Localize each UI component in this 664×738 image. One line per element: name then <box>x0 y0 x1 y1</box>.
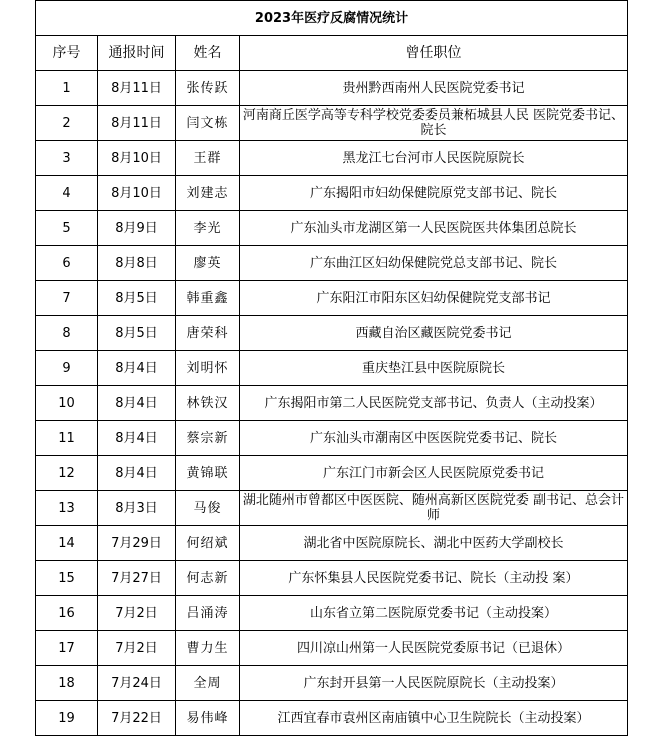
row-number: 18 <box>36 666 98 701</box>
row-name: 刘明怀 <box>176 351 240 386</box>
table-row <box>36 666 628 701</box>
row-number: 2 <box>36 106 98 141</box>
row-name: 易伟峰 <box>176 701 240 736</box>
row-date: 8月10日 <box>98 176 176 211</box>
row-name: 王群 <box>176 141 240 176</box>
row-date: 8月11日 <box>98 71 176 106</box>
table-row <box>36 596 628 631</box>
row-position: 湖北随州市曾都区中医医院、随州高新区医院党委 副书记、总会计师 <box>240 491 628 526</box>
table-title: 2023年医疗反腐情况统计 <box>36 1 628 36</box>
row-date: 8月5日 <box>98 316 176 351</box>
row-position: 山东省立第二医院原党委书记（主动投案） <box>240 596 628 631</box>
row-number: 7 <box>36 281 98 316</box>
row-name: 何志新 <box>176 561 240 596</box>
header-position: 曾任职位 <box>240 36 628 71</box>
row-position: 四川凉山州第一人民医院党委原书记（已退休） <box>240 631 628 666</box>
row-name: 闫文栋 <box>176 106 240 141</box>
row-number: 14 <box>36 526 98 561</box>
row-position: 广东揭阳市第二人民医院党支部书记、负责人（主动投案） <box>240 386 628 421</box>
row-number: 13 <box>36 491 98 526</box>
row-position: 广东阳江市阳东区妇幼保健院党支部书记 <box>240 281 628 316</box>
table-row <box>36 141 628 176</box>
row-position: 广东揭阳市妇幼保健院原党支部书记、院长 <box>240 176 628 211</box>
row-date: 7月22日 <box>98 701 176 736</box>
table-row <box>36 316 628 351</box>
table-row <box>36 281 628 316</box>
header-no: 序号 <box>36 36 98 71</box>
row-date: 8月11日 <box>98 106 176 141</box>
row-date: 8月4日 <box>98 456 176 491</box>
row-position: 江西宜春市袁州区南庙镇中心卫生院院长（主动投案） <box>240 701 628 736</box>
header-name: 姓名 <box>176 36 240 71</box>
row-name: 曹力生 <box>176 631 240 666</box>
row-date: 8月5日 <box>98 281 176 316</box>
row-position: 广东汕头市潮南区中医医院党委书记、院长 <box>240 421 628 456</box>
table-row <box>36 386 628 421</box>
table-row <box>36 106 628 141</box>
row-position: 广东怀集县人民医院党委书记、院长（主动投 案） <box>240 561 628 596</box>
row-date: 8月8日 <box>98 246 176 281</box>
row-number: 1 <box>36 71 98 106</box>
row-date: 7月2日 <box>98 596 176 631</box>
table-row <box>36 246 628 281</box>
table-row <box>36 561 628 596</box>
row-position: 广东曲江区妇幼保健院党总支部书记、院长 <box>240 246 628 281</box>
row-number: 9 <box>36 351 98 386</box>
row-position: 广东汕头市龙湖区第一人民医院医共体集团总院长 <box>240 211 628 246</box>
row-position: 西藏自治区藏医院党委书记 <box>240 316 628 351</box>
row-number: 16 <box>36 596 98 631</box>
row-position: 贵州黔西南州人民医院党委书记 <box>240 71 628 106</box>
row-name: 马俊 <box>176 491 240 526</box>
row-name: 刘建志 <box>176 176 240 211</box>
row-name: 全周 <box>176 666 240 701</box>
table-row <box>36 701 628 736</box>
row-date: 8月10日 <box>98 141 176 176</box>
row-position: 黑龙江七台河市人民医院原院长 <box>240 141 628 176</box>
row-position: 湖北省中医院原院长、湖北中医药大学副校长 <box>240 526 628 561</box>
row-name: 蔡宗新 <box>176 421 240 456</box>
table-row <box>36 526 628 561</box>
table-row <box>36 176 628 211</box>
row-number: 11 <box>36 421 98 456</box>
table-row <box>36 631 628 666</box>
row-position: 重庆垫江县中医院原院长 <box>240 351 628 386</box>
table-row <box>36 456 628 491</box>
row-date: 7月29日 <box>98 526 176 561</box>
row-number: 12 <box>36 456 98 491</box>
table-row <box>36 71 628 106</box>
row-date: 8月4日 <box>98 421 176 456</box>
row-position: 广东封开县第一人民医院原院长（主动投案） <box>240 666 628 701</box>
row-date: 7月27日 <box>98 561 176 596</box>
row-number: 17 <box>36 631 98 666</box>
row-number: 8 <box>36 316 98 351</box>
row-number: 15 <box>36 561 98 596</box>
row-date: 8月3日 <box>98 491 176 526</box>
medical-anticorruption-table <box>35 0 628 736</box>
row-date: 8月4日 <box>98 351 176 386</box>
row-number: 4 <box>36 176 98 211</box>
row-name: 张传跃 <box>176 71 240 106</box>
header-date: 通报时间 <box>98 36 176 71</box>
row-name: 黄锦联 <box>176 456 240 491</box>
row-date: 7月24日 <box>98 666 176 701</box>
table-title-row <box>36 1 628 36</box>
row-name: 林铁汉 <box>176 386 240 421</box>
table-row <box>36 421 628 456</box>
table-row <box>36 351 628 386</box>
row-number: 6 <box>36 246 98 281</box>
row-date: 7月2日 <box>98 631 176 666</box>
row-name: 何绍斌 <box>176 526 240 561</box>
row-date: 8月9日 <box>98 211 176 246</box>
row-number: 19 <box>36 701 98 736</box>
row-number: 5 <box>36 211 98 246</box>
row-position: 广东江门市新会区人民医院原党委书记 <box>240 456 628 491</box>
row-date: 8月4日 <box>98 386 176 421</box>
row-number: 3 <box>36 141 98 176</box>
row-name: 吕涌涛 <box>176 596 240 631</box>
row-position: 河南商丘医学高等专科学校党委委员兼柘城县人民 医院党委书记、院长 <box>240 106 628 141</box>
row-name: 廖英 <box>176 246 240 281</box>
row-number: 10 <box>36 386 98 421</box>
table-row <box>36 211 628 246</box>
table-row <box>36 491 628 526</box>
table-header-row <box>36 36 628 71</box>
row-name: 韩重鑫 <box>176 281 240 316</box>
row-name: 唐荣科 <box>176 316 240 351</box>
row-name: 李光 <box>176 211 240 246</box>
